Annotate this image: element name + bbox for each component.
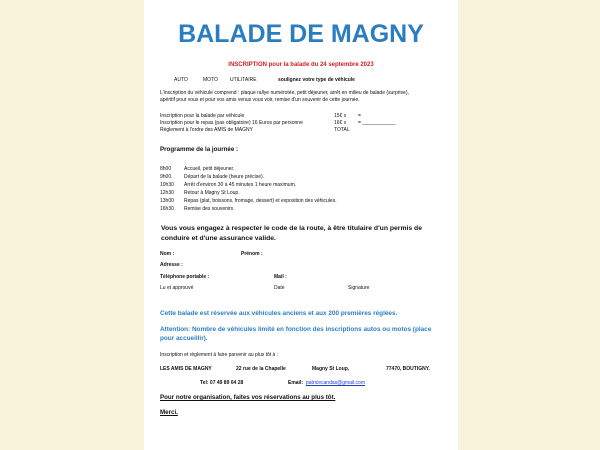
address-town: Magny St Loup, [312,366,350,372]
programme-time: 13h00 [160,198,174,204]
form-prenom-label: Prénom : [241,251,263,257]
programme-time: 16h30 [160,206,174,212]
form-date: Date [274,285,285,291]
address-name: LES AMIS DE MAGNY [160,366,212,372]
vehicle-type-utilitaire: UTILITAIRE [230,77,257,83]
programme-text: Retour à Magny St Loup. [184,190,240,196]
programme-time: 9h00. [160,174,173,180]
pricing-result: = ____________ [358,120,396,126]
pricing-label: Règlement à l'ordre des AMIS de MAGNY [160,127,253,133]
address-postcode: 77470, BOUTIGNY. [386,366,430,372]
programme-title: Programme de la journée : [160,146,239,153]
pricing-amount: 16€ x [334,120,347,126]
telephone: Tel: 07 49 89 04 28 [200,380,244,386]
form-signature: Signature [348,285,370,291]
notice-attention-line-2: pour accueillir). [160,335,208,342]
programme-text: Arrêt d'environ 30 à 45 minutes 1 heure maximum. [184,182,297,188]
pricing-total: TOTAL [334,127,350,133]
programme-text: Départ de la balade (heure précise). [184,174,265,180]
commitment-line-2: conduire et d'une assurance valide. [161,235,276,242]
vehicle-type-auto: AUTO [174,77,188,83]
address-street: 22 rue de la Chapelle [236,366,286,372]
vehicle-hint: soulignez votre type de véhicule [278,77,355,83]
commitment-line-1: Vous vous engagez à respecter le code de la route, à être titulaire d'un permis de [161,225,422,232]
page-title: BALADE DE MAGNY [178,20,424,48]
vehicle-type-moto: MOTO [203,77,218,83]
programme-text: Accueil, petit déjeuner. [184,166,235,172]
subtitle: INSCRIPTION pour la balade du 24 septembre 2023 [228,62,374,68]
pricing-label: Inscription pour le repas (pas obligatoire) 16 Euros par personne [160,120,303,126]
pricing-result: = [358,113,361,119]
notice-reserved: Cette balade est réservée aux véhicules anciens et aux 200 premières réglées. [160,310,398,317]
programme-time: 12h30 [160,190,174,196]
closing-note: Pour notre organisation, faites vos réservations au plus tôt. [160,394,336,401]
programme-text: Remise des souvenirs. [184,206,235,212]
form-nom-label: Nom : [160,251,175,257]
programme-time: 10h30 [160,182,174,188]
form-telephone-label: Téléphone portable : [160,274,210,280]
form-lu-approuve: Lu et approuvé [160,285,194,291]
form-mail-label: Mail : [274,274,287,280]
programme-time: 8h00 [160,166,172,172]
email-link[interactable]: patricecandas@gmail.com [306,380,365,386]
intro-line-2: apéritif pour vous et pour vos amis venus vous voir, remise d'un souvenir de cette journée. [160,97,360,103]
document-page [144,0,458,450]
intro-line-1: L'inscription du véhicule comprend : plaque rallye numérotée, petit déjeuner, arrêt en milieu de balade (surprise), [160,90,409,96]
pricing-label: Inscription pour la balade par véhicule [160,113,245,119]
pricing-amount: 15€ x [334,113,347,119]
send-info: Inscription et règlement à faire parvenir au plus tôt à : [160,352,279,358]
thanks: Merci. [160,409,178,416]
programme-text: Repas (plat, boissons, fromage, dessert) et exposition des véhicules. [184,198,337,204]
email-label: Email: [288,380,304,386]
form-adresse-label: Adresse : [160,262,183,268]
notice-attention-line-1: Attention: Nombre de véhicules limité en fonction des inscriptions autos ou motos (place [160,326,432,333]
